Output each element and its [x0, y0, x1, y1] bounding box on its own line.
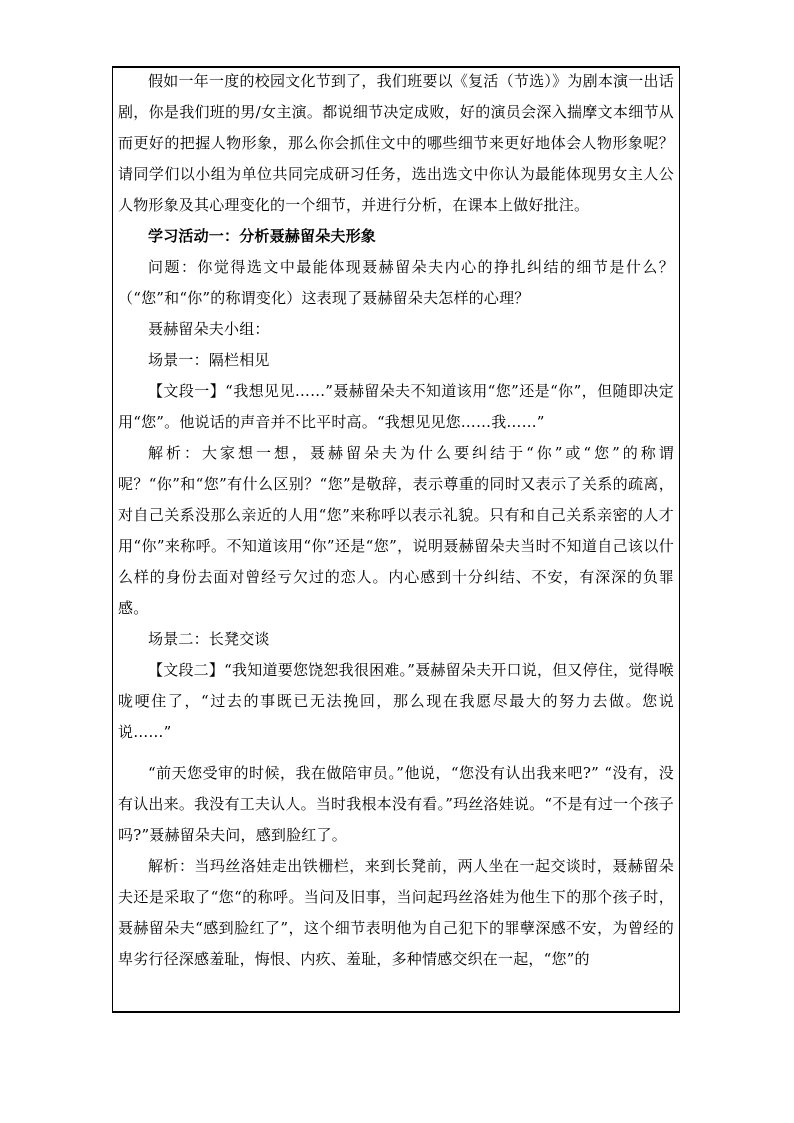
scene-one-heading: 场景一：隔栏相见 — [148, 351, 270, 369]
analysis-two: 解析：当玛丝洛娃走出铁栅栏，来到长凳前，两人坐在一起交谈时，聂赫留朵夫还是采取了“您“的称呼。当问及旧事，当问起玛丝洛娃为他生下的那个孩子时，聂赫留朵夫“感到脸红了”，这个细节表明他为自己犯下的罪孽深感不安，为曾经的卑劣行径深感羞耻，悔恨、内疚、羞耻，多种情感交织在一起，“您”的 — [118, 857, 674, 968]
intro-paragraph: 假如一年一度的校园文化节到了，我们班要以《复活（节选）》为剧本演一出话剧，你是我们班的男/女主演。都说细节决定成败，好的演员会深入揣摩文本细节从而更好的把握人物形象，那么你会抓住文中的哪些细节来更好地体会人物形象呢？请同学们以小组为单位共同完成研习任务，选出选文中你认为最能体现男女主人公人物形象及其心理变化的一个细节，并进行分析，在课本上做好批注。 — [118, 72, 674, 214]
analysis-one: 解析：大家想一想，聂赫留朵夫为什么要纠结于“你”或“您”的称谓呢？“你”和“您”有什么区别？“您”是敬辞，表示尊重的同时又表示了关系的疏离，对自己关系没那么亲近的人用“您”来称呼以表示礼貌。只有和自己关系亲密的人才用“你”来称呼。不知道该用“你”还是“您”，说明聂赫留朵夫当时不知道自己该以什么样的身份去面对曾经亏欠过的恋人。内心感到十分纠结、不安，有深深的负罪感。 — [118, 444, 674, 617]
dialogue-paragraph: “前天您受审的时候，我在做陪审员。”他说，“您没有认出我来吧?” “没有，没有认出来。我没有工夫认人。当时我根本没有看。”玛丝洛娃说。“不是有过一个孩子吗?”聂赫留朵夫问，感到脸红了。 — [118, 764, 674, 844]
passage-two: 【文段二】“我知道要您饶恕我很困难。”聂赫留朵夫开口说，但又停住，觉得喉咙哽住了，“过去的事既已无法挽回，那么现在我愿尽最大的努力去做。您说说……” — [118, 661, 674, 741]
scene-two-heading: 场景二：长凳交谈 — [148, 630, 270, 648]
question-paragraph: 问题：你觉得选文中最能体现聂赫留朵夫内心的挣扎纠结的细节是什么？（“您”和“你”的称谓变化）这表现了聂赫留朵夫怎样的心理？ — [118, 258, 674, 307]
document-body — [118, 66, 674, 975]
group-label: 聂赫留朵夫小组： — [148, 320, 270, 338]
table-bottom-border — [113, 1011, 679, 1012]
passage-one: 【文段一】“我想见见……”聂赫留朵夫不知道该用“您”还是“你”，但随即决定用“您”。他说话的声音并不比平时高。“我想见见您……我……” — [118, 382, 674, 431]
activity-title: 学习活动一：分析聂赫留朵夫形象 — [148, 227, 377, 245]
